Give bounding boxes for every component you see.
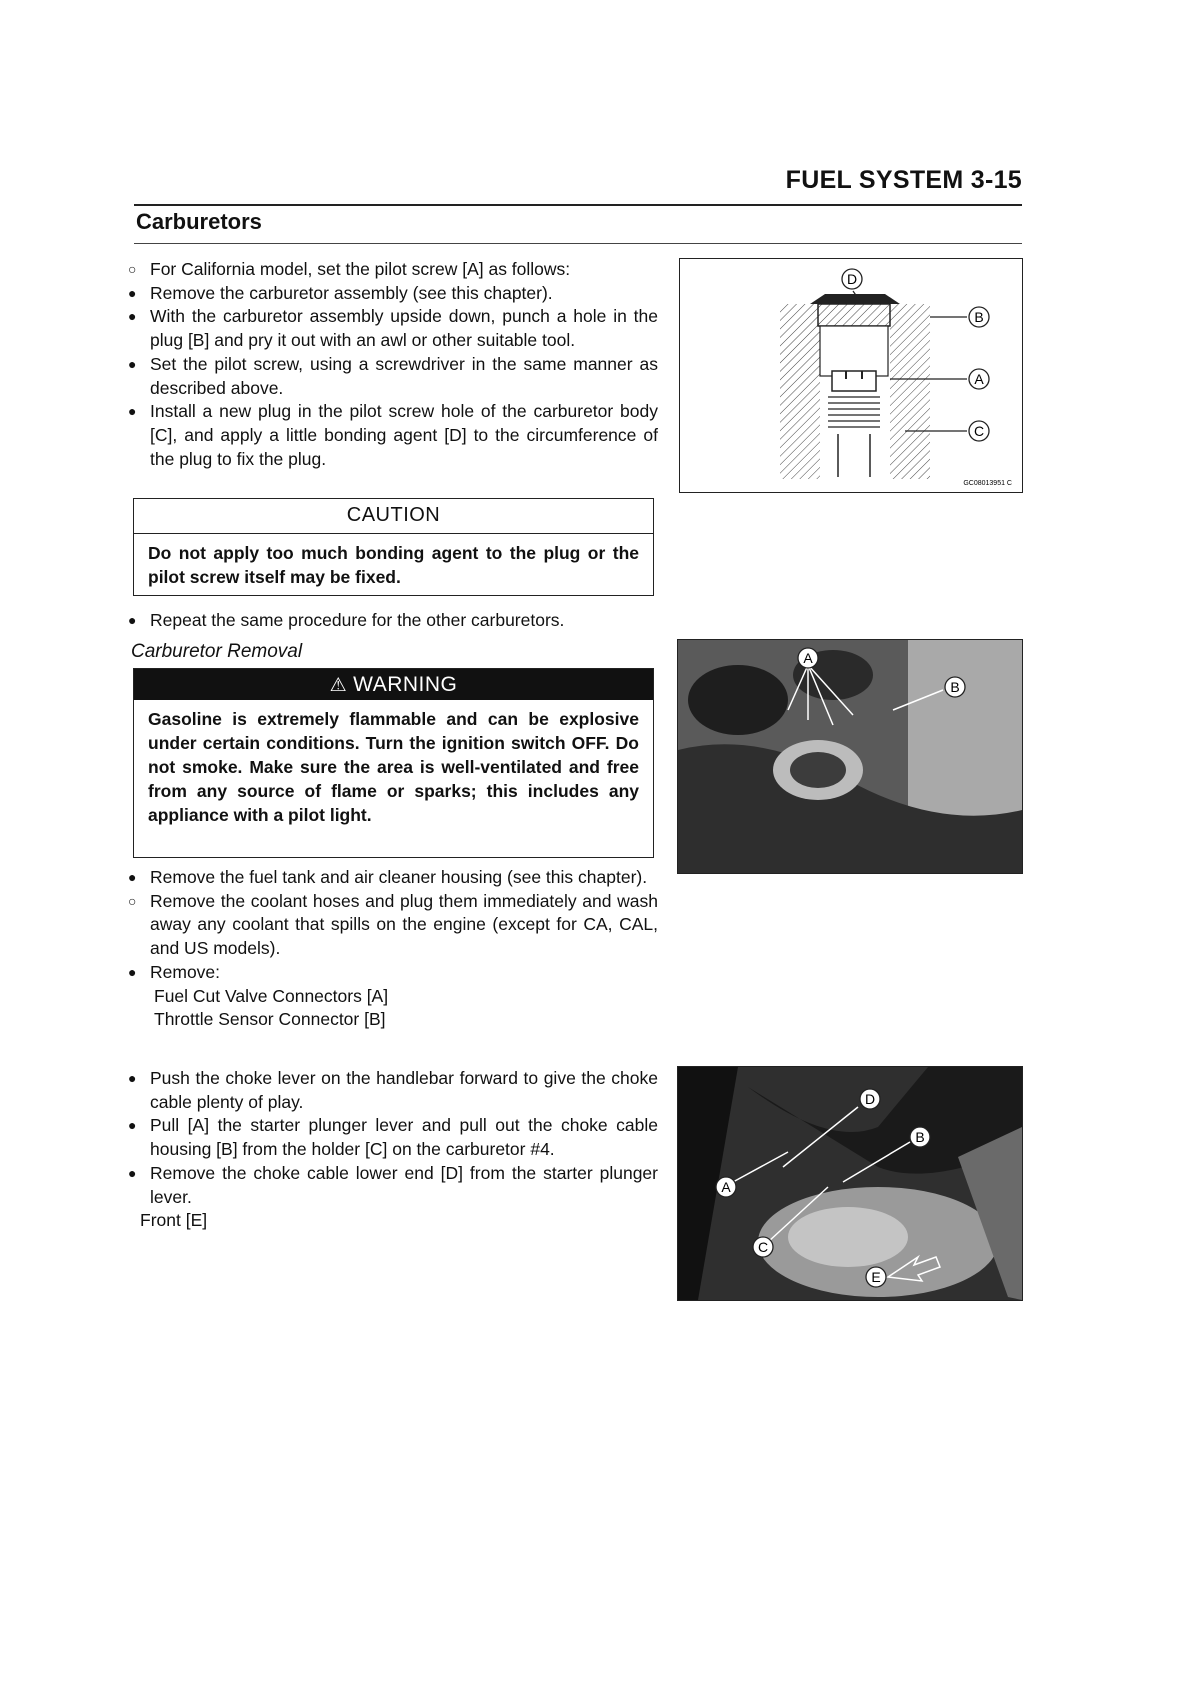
step-sub: ○ Remove the coolant hoses and plug them immediately and wash away any coolant that spills on the engine (except for CA, CAL, and US models). bbox=[128, 890, 658, 961]
step-bullet: ● Set the pilot screw, using a screwdriver in the same manner as described above. bbox=[128, 353, 658, 400]
callout-label: D bbox=[864, 1091, 876, 1107]
callout-label: B bbox=[974, 309, 984, 325]
figure-connectors-photo bbox=[677, 639, 1023, 874]
running-head: FUEL SYSTEM 3-15 bbox=[785, 166, 1022, 194]
step-bullet: ● Push the choke lever on the handlebar forward to give the choke cable plenty of play. bbox=[128, 1067, 658, 1114]
section-rule bbox=[134, 243, 1022, 244]
warning-title-bar bbox=[134, 669, 653, 700]
remove-item: Fuel Cut Valve Connectors [A] bbox=[154, 985, 389, 1006]
bonding-agent-shape bbox=[810, 294, 900, 304]
repeat-step-block bbox=[128, 609, 658, 633]
caution-text: Do not apply too much bonding agent to the plug or the pilot screw itself may be fixed. bbox=[148, 543, 639, 587]
step-bullet: ● Pull [A] the starter plunger lever and pull out the choke cable housing [B] from the holder [C] on the carburetor #4. bbox=[128, 1114, 658, 1161]
plug-shape bbox=[818, 304, 890, 326]
step-bullet: ● Remove the carburetor assembly (see this chapter). bbox=[128, 282, 658, 306]
callout-label: D bbox=[846, 271, 858, 287]
removal-steps bbox=[128, 866, 658, 1032]
callout-label: B bbox=[950, 679, 960, 695]
step-bullet: ● With the carburetor assembly upside down, punch a hole in the plug [B] and pry it out with an awl or other suitable tool. bbox=[128, 305, 658, 352]
header-rule bbox=[134, 204, 1022, 206]
choke-steps bbox=[128, 1067, 658, 1233]
callout-label: E bbox=[871, 1269, 881, 1285]
figure-code: GC08013951 C bbox=[963, 480, 1012, 487]
step-sub: ○ For California model, set the pilot screw [A] as follows: bbox=[128, 258, 658, 282]
figure-choke-cable-photo bbox=[677, 1066, 1023, 1301]
body-left-hatch bbox=[780, 304, 820, 479]
caution-title: CAUTION bbox=[134, 499, 653, 534]
front-label: Front [E] bbox=[140, 1210, 208, 1231]
callout-label: C bbox=[757, 1239, 769, 1255]
warning-triangle-icon: ⚠ bbox=[329, 675, 348, 696]
warning-box bbox=[133, 668, 654, 858]
figure-plug-cross-section bbox=[679, 258, 1023, 493]
step-bullet: ● Remove the fuel tank and air cleaner housing (see this chapter). bbox=[128, 866, 658, 890]
caution-box bbox=[133, 498, 654, 596]
removal-heading: Carburetor Removal bbox=[131, 641, 303, 662]
callout-label: B bbox=[915, 1129, 925, 1145]
step-bullet: ● Repeat the same procedure for the other carburetors. bbox=[128, 609, 658, 633]
step-bullet: ● Remove the choke cable lower end [D] from the starter plunger lever. bbox=[128, 1162, 658, 1209]
callout-label: A bbox=[974, 371, 984, 387]
screw-head-shape bbox=[832, 371, 876, 391]
section-title: Carburetors bbox=[136, 209, 262, 234]
warning-title: WARNING bbox=[353, 673, 458, 696]
screw-threads bbox=[828, 397, 880, 427]
pilot-screw-steps bbox=[128, 258, 658, 471]
step-bullet: ● Install a new plug in the pilot screw hole of the carburetor body [C], and apply a little bonding agent [D] to the circumference of the plug to fix the plug. bbox=[128, 400, 658, 471]
callout-label: A bbox=[721, 1179, 731, 1195]
callout-label: C bbox=[973, 423, 985, 439]
step-bullet: ● Remove: bbox=[128, 961, 658, 985]
remove-item: Throttle Sensor Connector [B] bbox=[154, 1009, 386, 1030]
callout-label: A bbox=[803, 650, 813, 666]
body-right-hatch bbox=[890, 304, 930, 479]
warning-text: Gasoline is extremely flammable and can be explosive under certain conditions. Turn the ignition switch OFF. Do not smoke. Make sure the area is well-ventilated and free from any source of flame or sparks; this includes any appliance with a pilot light. bbox=[148, 709, 639, 825]
